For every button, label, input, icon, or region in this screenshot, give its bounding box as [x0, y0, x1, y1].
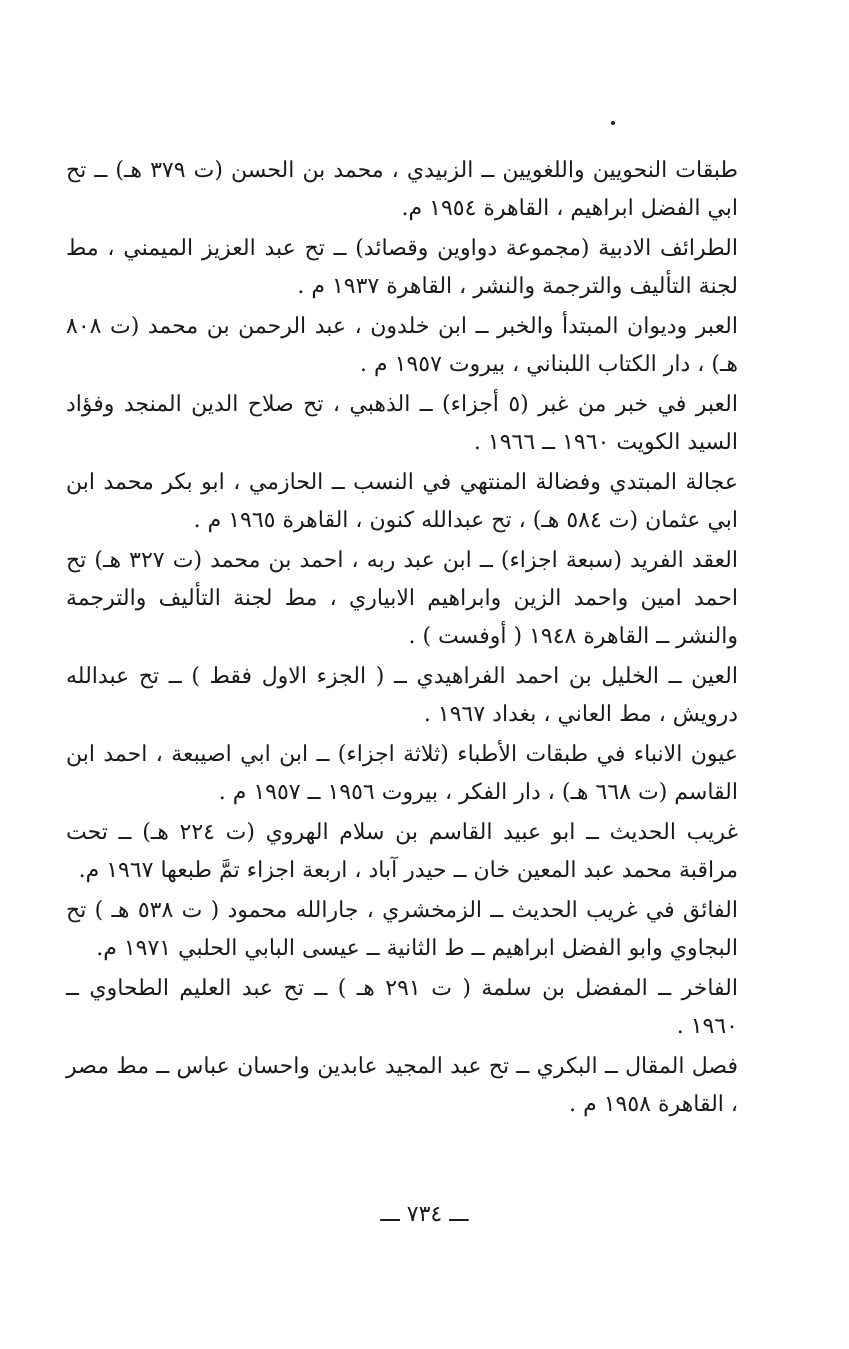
bibliography-entry: العبر في خبر من غبر (٥ أجزاء) ــ الذهبي ، تح صلاح الدين المنجد وفؤاد السيد الكويت ١٩٦٠ ــ ١٩٦٦ . [66, 392, 738, 455]
ink-dot [611, 121, 615, 125]
bibliography-list [66, 152, 738, 1126]
bibliography-entry: العقد الفريد (سبعة اجزاء) ــ ابن عبد ربه ، احمد بن محمد (ت ٣٢٧ هـ) تح احمد امين واحمد الزين وابراهيم الابياري ، مط لجنة التأليف والترجمة والنشر ــ القاهرة ١٩٤٨ ( أوفست ) . [66, 548, 738, 649]
bibliography-entry: عجالة المبتدي وفضالة المنتهي في النسب ــ الحازمي ، ابو بكر محمد ابن ابي عثمان (ت ٥٨٤ هـ) ، تح عبدالله كنون ، القاهرة ١٩٦٥ م . [66, 470, 738, 533]
bibliography-entry: الفائق في غريب الحديث ــ الزمخشري ، جارالله محمود ( ت ٥٣٨ هـ ) تح البجاوي وابو الفضل ابراهيم ــ ط الثانية ــ عيسى البابي الحلبي ١٩٧١ م. [66, 898, 738, 961]
bibliography-entry: العين ــ الخليل بن احمد الفراهيدي ــ ( الجزء الاول فقط ) ــ تح عبدالله درويش ، مط العاني ، بغداد ١٩٦٧ . [66, 664, 738, 727]
bibliography-entry: طبقات النحويين واللغويين ــ الزبيدي ، محمد بن الحسن (ت ٣٧٩ هـ) ــ تح ابي الفضل ابراهيم ، القاهرة ١٩٥٤ م. [66, 158, 738, 221]
bibliography-entry: الفاخر ــ المفضل بن سلمة ( ت ٢٩١ هـ ) ــ تح عبد العليم الطحاوي ــ ١٩٦٠ . [66, 976, 738, 1039]
bibliography-entry: فصل المقال ــ البكري ــ تح عبد المجيد عابدين واحسان عباس ــ مط مصر ، القاهرة ١٩٥٨ م . [66, 1054, 738, 1117]
bibliography-entry: غريب الحديث ــ ابو عبيد القاسم بن سلام الهروي (ت ٢٢٤ هـ) ــ تحت مراقبة محمد عبد المعين خان ــ حيدر آباد ، اربعة اجزاء تمَّ طبعها ١٩٦٧ م. [66, 820, 738, 883]
bibliography-entry: العبر وديوان المبتدأ والخبر ــ ابن خلدون ، عبد الرحمن بن محمد (ت ٨٠٨ هـ) ، دار الكتاب اللبناني ، بيروت ١٩٥٧ م . [66, 314, 738, 377]
page-number: ـــ ٧٣٤ ـــ [380, 1202, 469, 1227]
bibliography-entry: الطرائف الادبية (مجموعة دواوين وقصائد) ــ تح عبد العزيز الميمني ، مط لجنة التأليف والترجمة والنشر ، القاهرة ١٩٣٧ م . [66, 236, 738, 299]
bibliography-entry: عيون الانباء في طبقات الأطباء (ثلاثة اجزاء) ــ ابن ابي اصيبعة ، احمد ابن القاسم (ت ٦٦٨ هـ) ، دار الفكر ، بيروت ١٩٥٦ ــ ١٩٥٧ م . [66, 742, 738, 805]
